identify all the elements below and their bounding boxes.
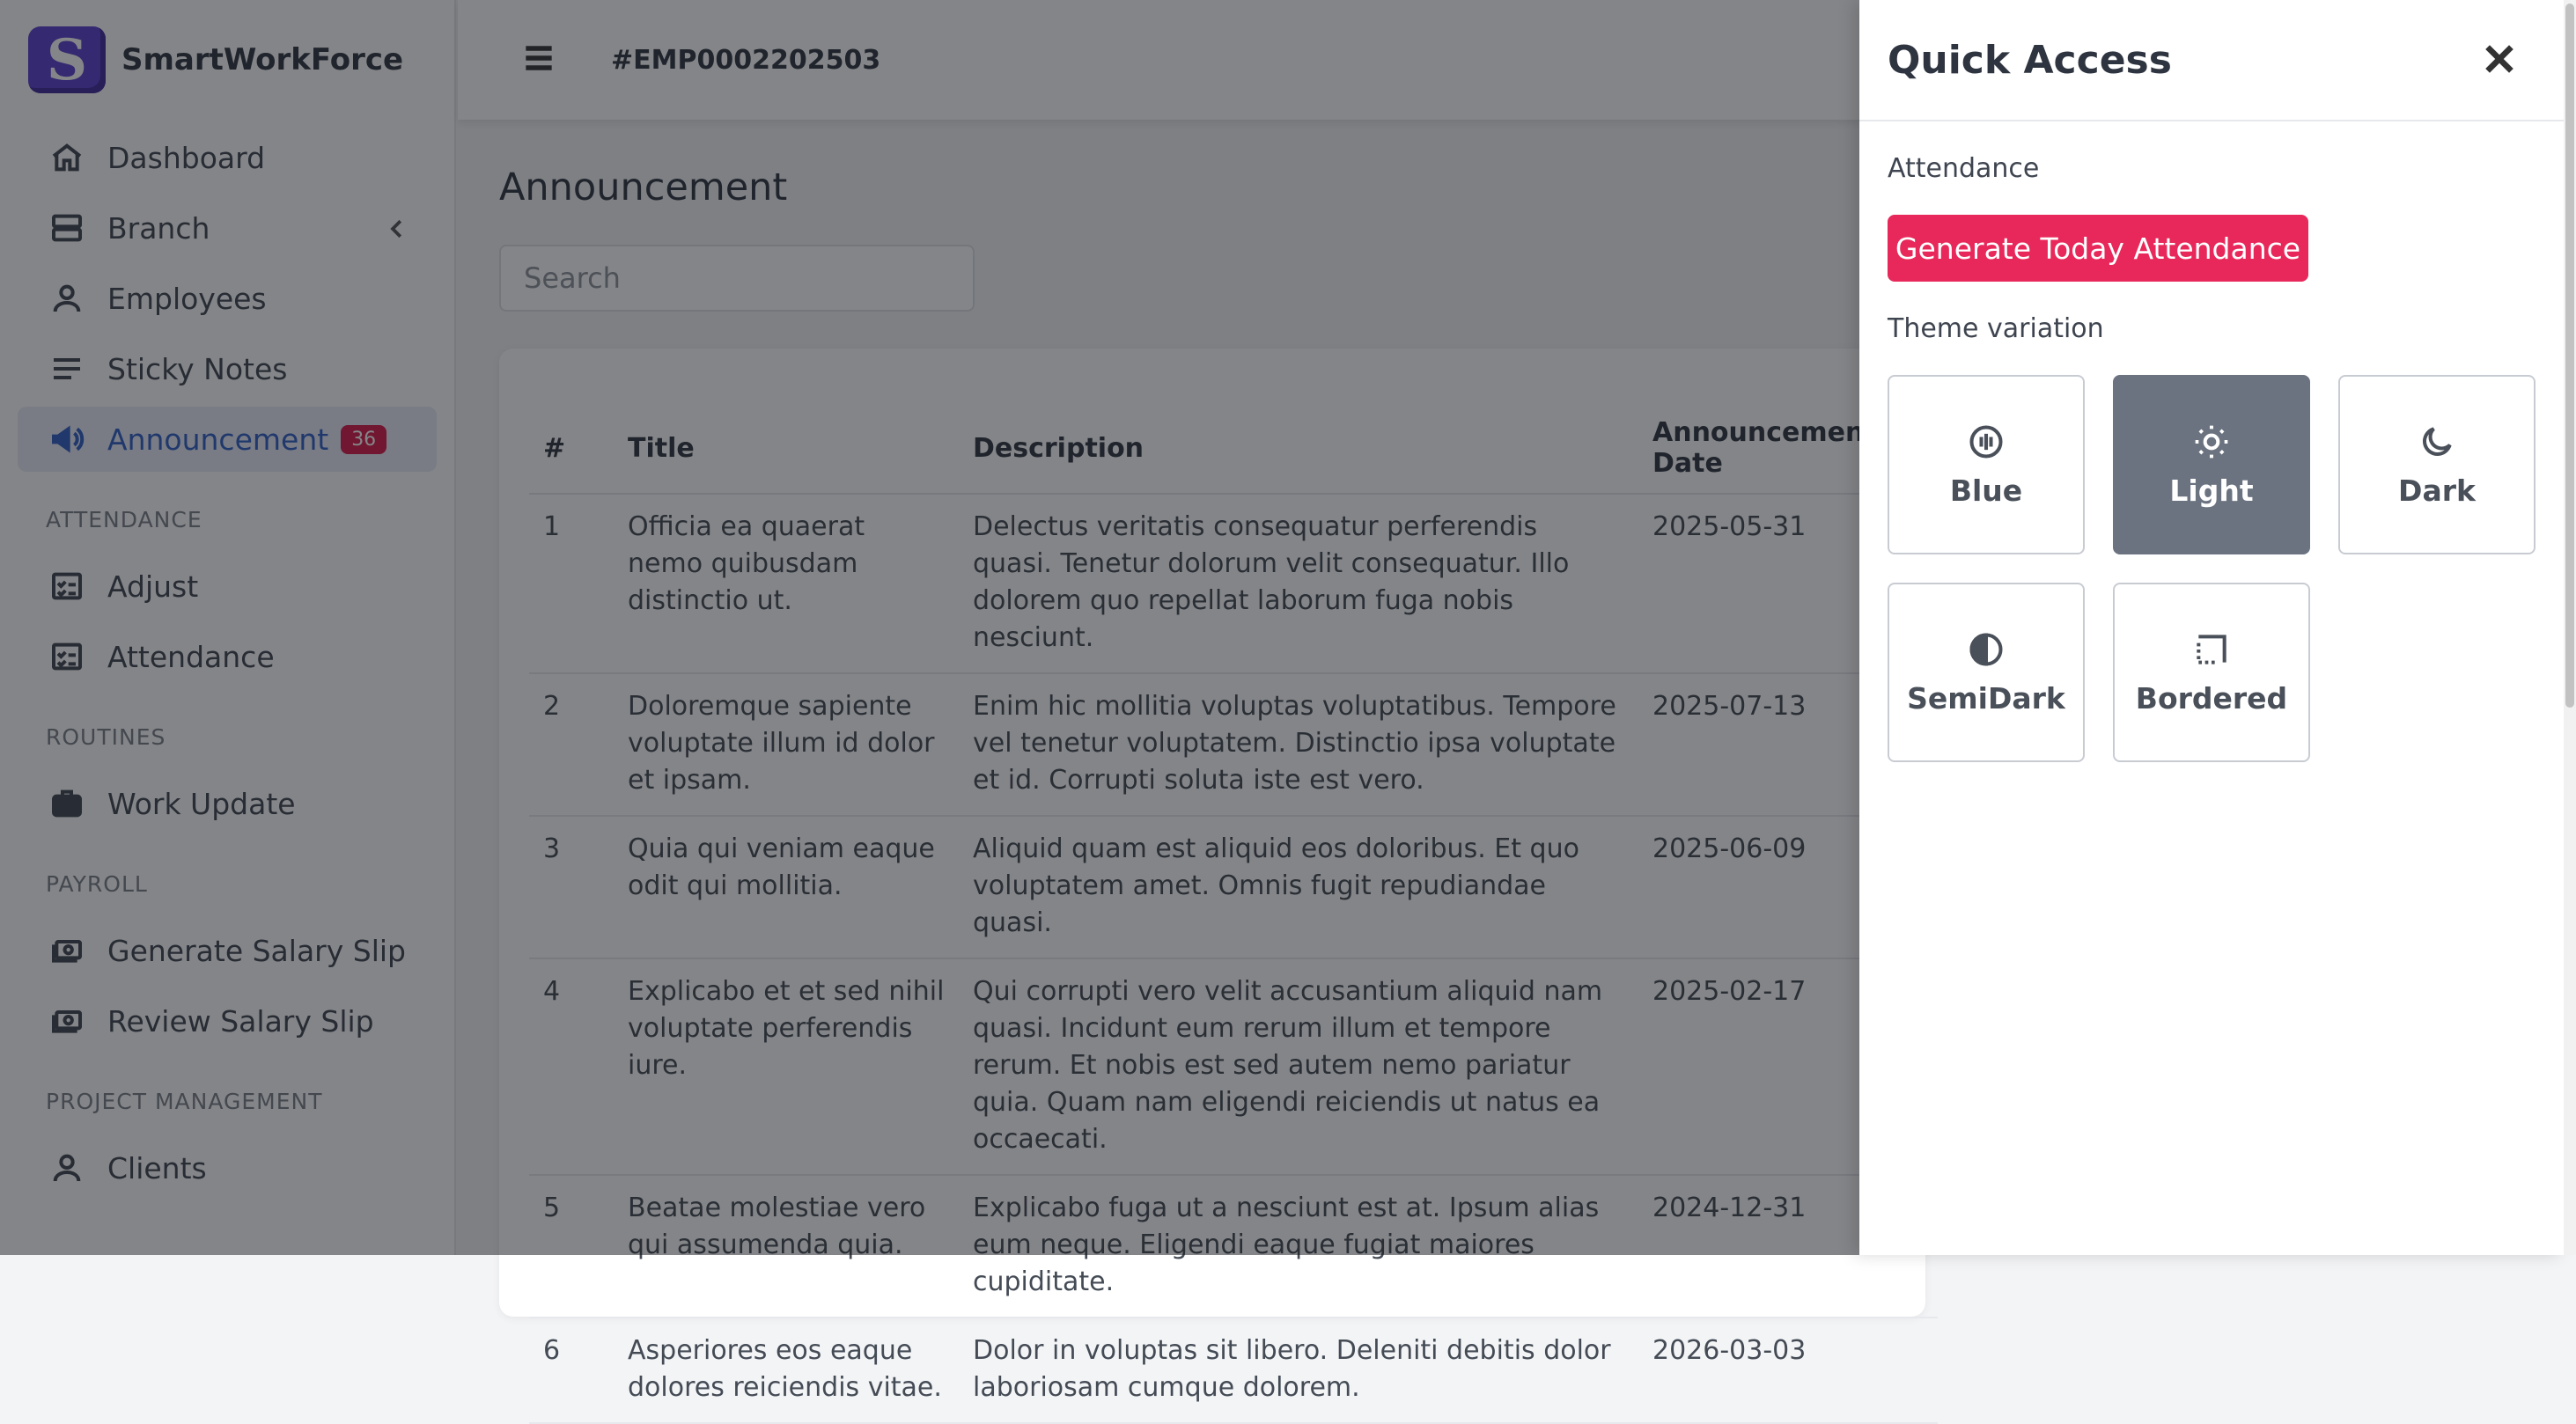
theme-option-blue[interactable] [1888,375,2085,554]
bordered-icon [2192,630,2231,669]
close-icon[interactable] [2479,39,2520,79]
theme-variation-label: Theme variation [1888,313,2104,344]
cell-title: Asperiores eos eaque dolores reiciendis vitae. [614,1318,959,1423]
page-scrollbar[interactable] [2564,0,2576,1255]
blue-theme-icon [1967,422,2006,461]
theme-option-label: Light [2169,473,2254,508]
theme-option-light[interactable] [2113,375,2310,554]
attendance-label: Attendance [1888,153,2040,184]
theme-option-label: Bordered [2135,680,2288,716]
theme-option-dark[interactable] [2338,375,2536,554]
generate-today-attendance-button[interactable]: Generate Today Attendance [1888,215,2308,282]
theme-option-semidark[interactable] [1888,583,2085,762]
sun-icon [2192,422,2231,461]
moon-icon [2418,422,2456,461]
half-circle-icon [1967,630,2006,669]
theme-option-bordered[interactable] [2113,583,2310,762]
cell-number: 6 [529,1318,614,1423]
cell-date: 2026-03-03 [1638,1318,1938,1423]
table-row[interactable] [529,1318,1938,1423]
theme-option-label: Blue [1949,473,2023,508]
theme-option-label: Dark [2398,473,2476,508]
cell-description: Dolor in voluptas sit libero. Deleniti debitis dolor laboriosam cumque dolorem. [959,1318,1638,1423]
drawer-title: Quick Access [1888,37,2172,83]
quick-access-drawer [1859,0,2564,1255]
cell-description: cupiditate. [959,1175,1638,1318]
scrollbar-thumb[interactable] [2565,4,2574,708]
theme-option-label: SemiDark [1907,680,2065,716]
drawer-header [1859,0,2564,121]
